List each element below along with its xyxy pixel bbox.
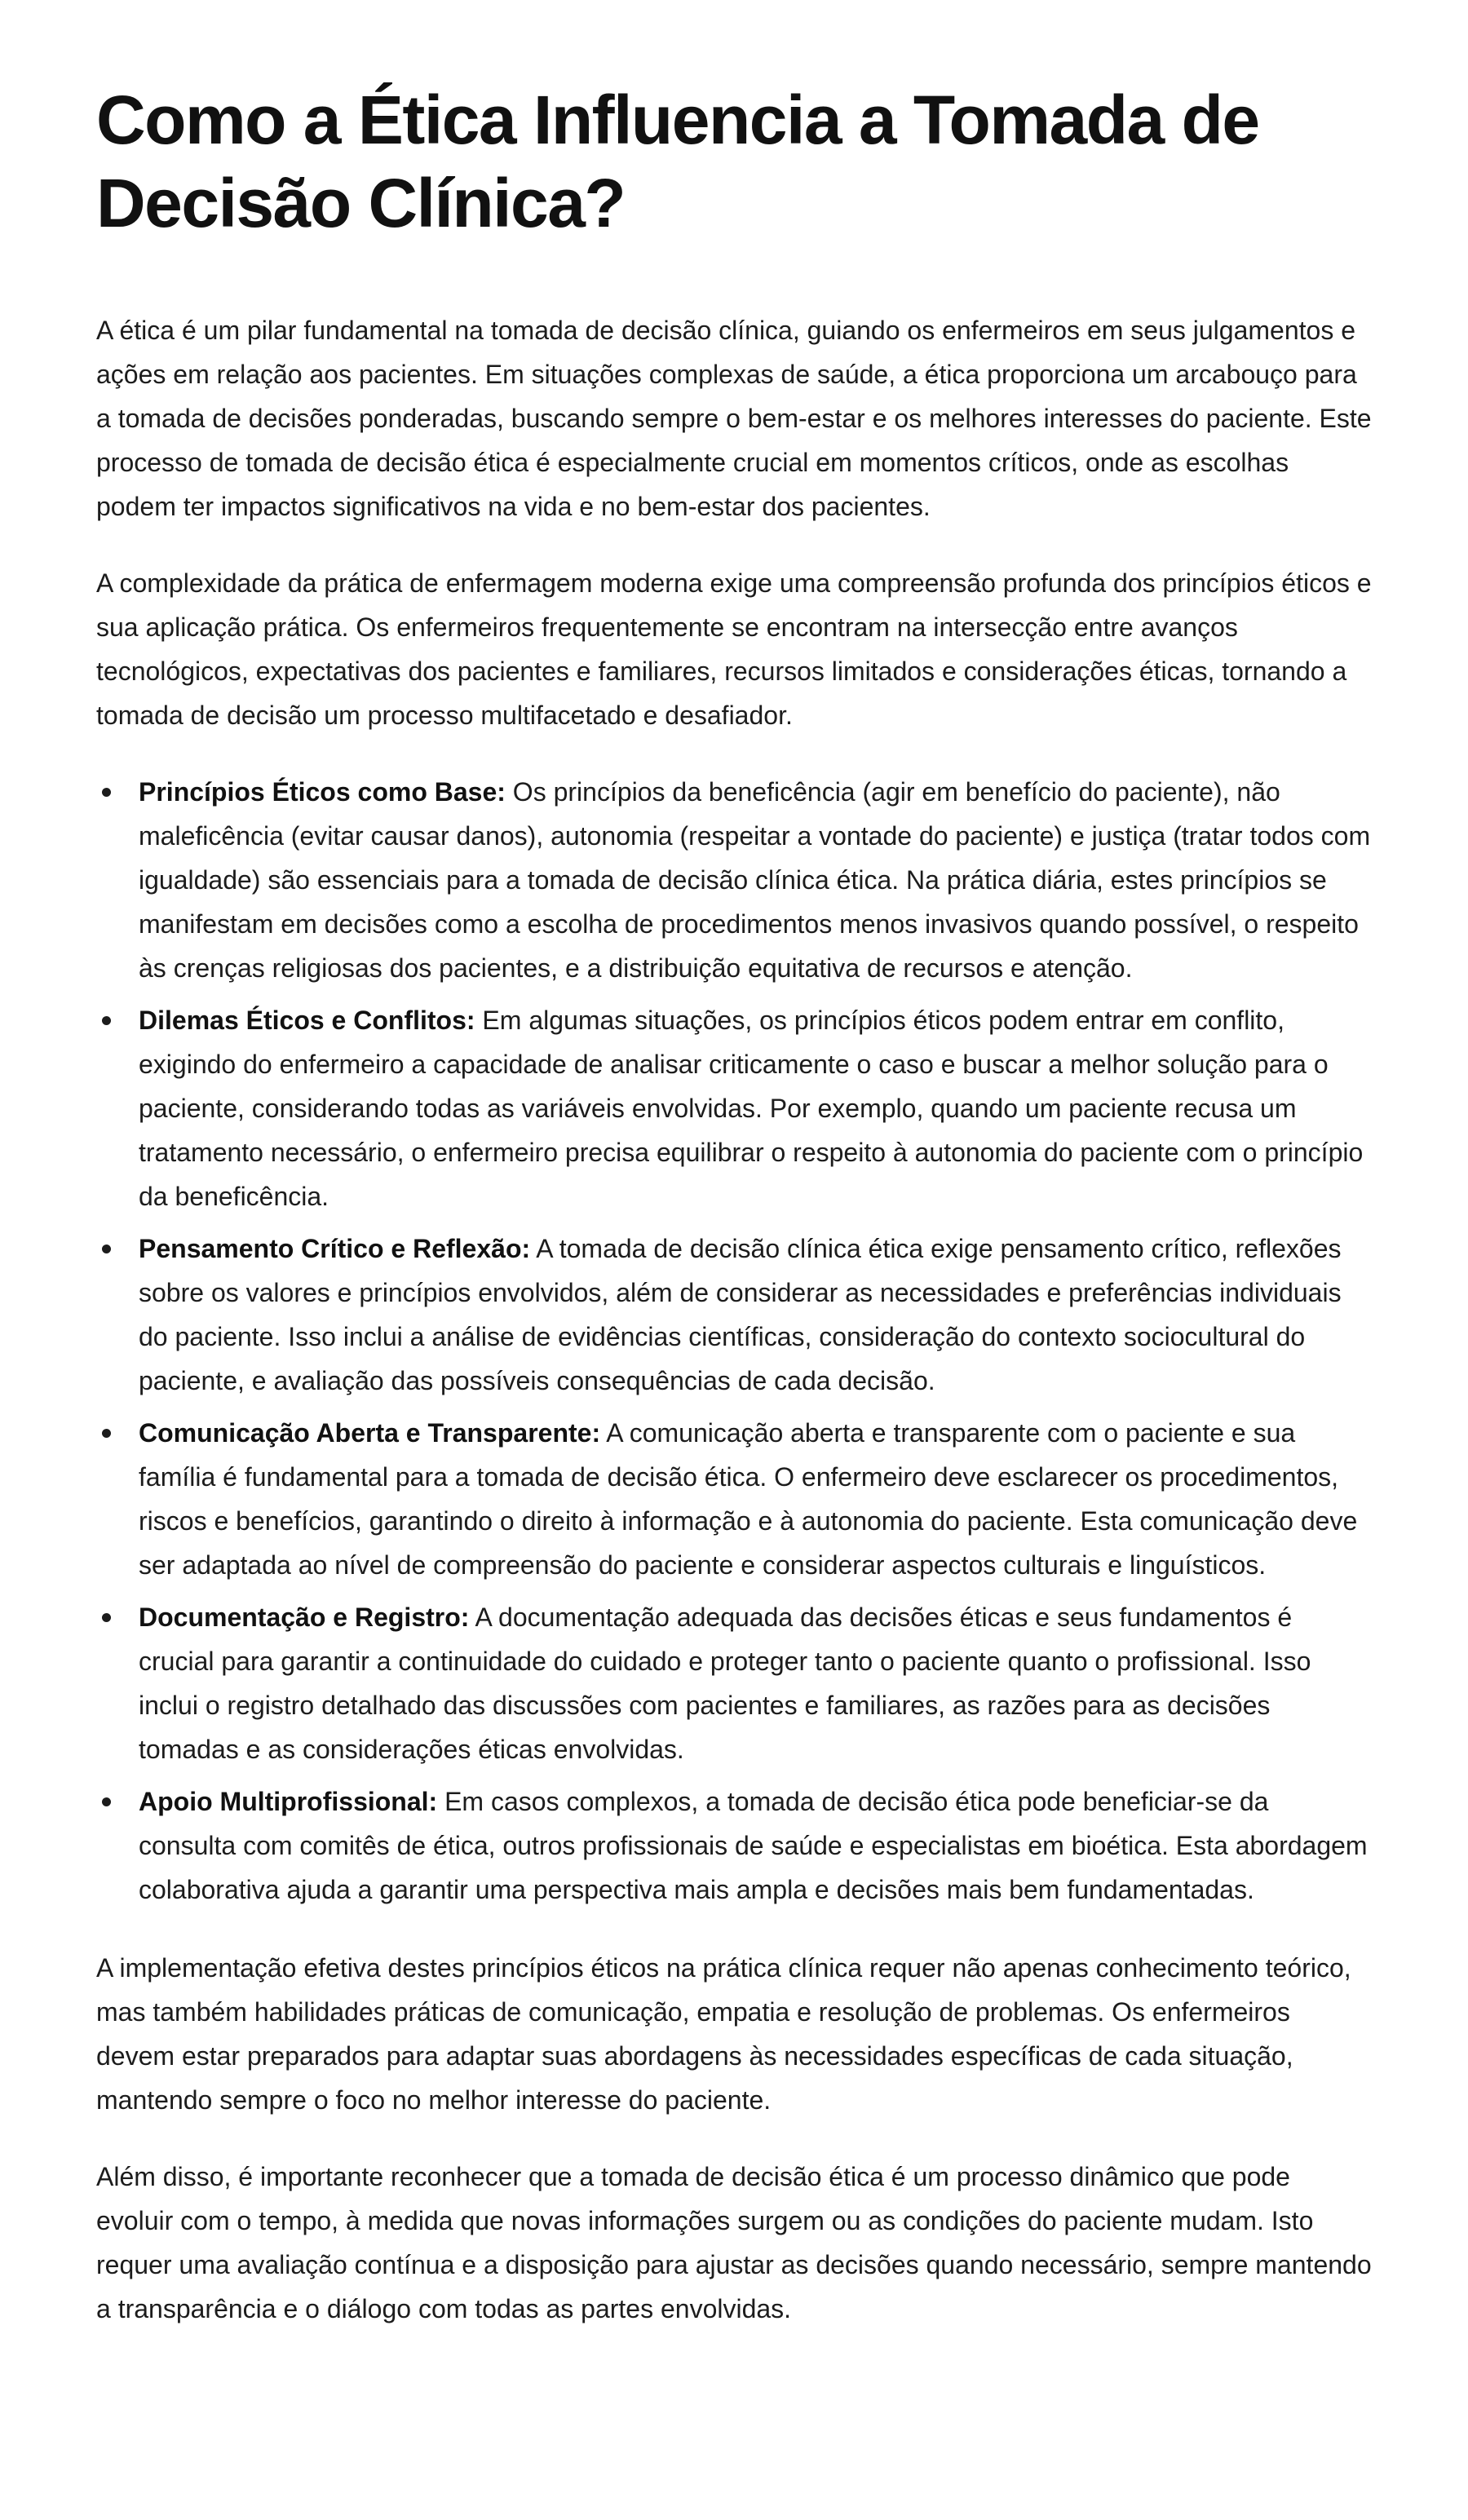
list-item [139, 1411, 1372, 1587]
list-item-term: Dilemas Éticos e Conflitos: [139, 1006, 475, 1035]
list-item-text: A documentação adequada das decisões éticas e seus fundamentos é crucial para garantir a continuidade do cuidado e proteger tanto o paciente quanto o profissional. Isso inclui o registro detalhado das discussões com pacientes e familiares, as razões para as decisões tomadas e as considerações éticas envolvidas. [139, 1603, 1311, 1764]
list-item-text: Em algumas situações, os princípios éticos podem entrar em conflito, exigindo do enfermeiro a capacidade de analisar criticamente o caso e buscar a melhor solução para o paciente, considerando todas as variáveis envolvidas. Por exemplo, quando um paciente recusa um tratamento necessário, o enfermeiro precisa equilibrar o respeito à autonomia do paciente com o princípio da beneficência. [139, 1006, 1364, 1211]
list-item-term: Apoio Multiprofissional: [139, 1787, 438, 1816]
list-item-text: Em casos complexos, a tomada de decisão ética pode beneficiar-se da consulta com comitês de ética, outros profissionais de saúde e especialistas em bioética. Esta abordagem colaborativa ajuda a garantir uma perspectiva mais ampla e decisões mais bem fundamentadas. [139, 1787, 1368, 1904]
list-item-term: Princípios Éticos como Base: [139, 777, 506, 807]
bullet-icon [102, 1613, 111, 1622]
list-item-term: Comunicação Aberta e Transparente: [139, 1418, 601, 1448]
bullet-icon [102, 788, 111, 797]
intro-paragraph-2: A complexidade da prática de enfermagem moderna exige uma compreensão profunda dos princípios éticos e sua aplicação prática. Os enfermeiros frequentemente se encontram na intersecção entre avanços tecnológicos, expectativas dos pacientes e familiares, recursos limitados e considerações éticas, tornando a tomada de decisão um processo multifacetado e desafiador. [96, 568, 1372, 730]
bullet-icon [102, 1245, 111, 1253]
list-item [139, 998, 1372, 1218]
list-item [139, 1779, 1372, 1912]
bullet-icon [102, 1429, 111, 1438]
intro-paragraph-1: A ética é um pilar fundamental na tomada de decisão clínica, guiando os enfermeiros em seus julgamentos e ações em relação aos pacientes. Em situações complexas de saúde, a ética proporciona um arcabouço para a tomada de decisões ponderadas, buscando sempre o bem-estar e os melhores interesses do paciente. Este processo de tomada de decisão ética é especialmente crucial em momentos críticos, onde as escolhas podem ter impactos significativos na vida e no bem-estar dos pacientes. [96, 316, 1372, 521]
bullet-list [96, 770, 1372, 1912]
list-item [139, 1595, 1372, 1771]
bullet-icon [102, 1016, 111, 1025]
list-item-text: A comunicação aberta e transparente com o paciente e sua família é fundamental para a tomada de decisão ética. O enfermeiro deve esclarecer os procedimentos, riscos e benefícios, garantindo o direito à informação e à autonomia do paciente. Esta comunicação deve ser adaptada ao nível de compreensão do paciente e considerar aspectos culturais e linguísticos. [139, 1418, 1358, 1580]
list-item-term: Pensamento Crítico e Reflexão: [139, 1234, 531, 1263]
list-item-term: Documentação e Registro: [139, 1603, 470, 1632]
list-item-text: Os princípios da beneficência (agir em benefício do paciente), não maleficência (evitar causar danos), autonomia (respeitar a vontade do paciente) e justiça (tratar todos com igualdade) são essenciais para a tomada de decisão clínica ética. Na prática diária, estes princípios se manifestam em decisões como a escolha de procedimentos menos invasivos quando possível, o respeito às crenças religiosas dos pacientes, e a distribuição equitativa de recursos e atenção. [139, 777, 1371, 983]
closing-paragraph-2: Além disso, é importante reconhecer que a tomada de decisão ética é um processo dinâmico que pode evoluir com o tempo, à medida que novas informações surgem ou as condições do paciente mudam. Isto requer uma avaliação contínua e a disposição para ajustar as decisões quando necessário, sempre mantendo a transparência e o diálogo com todas as partes envolvidas. [96, 2162, 1372, 2323]
bullet-icon [102, 1797, 111, 1806]
page-title: Como a Ética Influencia a Tomada de Decisão Clínica? [96, 82, 1259, 241]
list-item-text: A tomada de decisão clínica ética exige pensamento crítico, reflexões sobre os valores e princípios envolvidos, além de considerar as necessidades e preferências individuais do paciente. Isso inclui a análise de evidências científicas, consideração do contexto sociocultural do paciente, e avaliação das possíveis consequências de cada decisão. [139, 1234, 1342, 1395]
list-item [139, 770, 1372, 990]
list-item [139, 1227, 1372, 1403]
closing-paragraph-1: A implementação efetiva destes princípios éticos na prática clínica requer não apenas conhecimento teórico, mas também habilidades práticas de comunicação, empatia e resolução de problemas. Os enfermeiros devem estar preparados para adaptar suas abordagens às necessidades específicas de cada situação, mantendo sempre o foco no melhor interesse do paciente. [96, 1953, 1351, 2115]
